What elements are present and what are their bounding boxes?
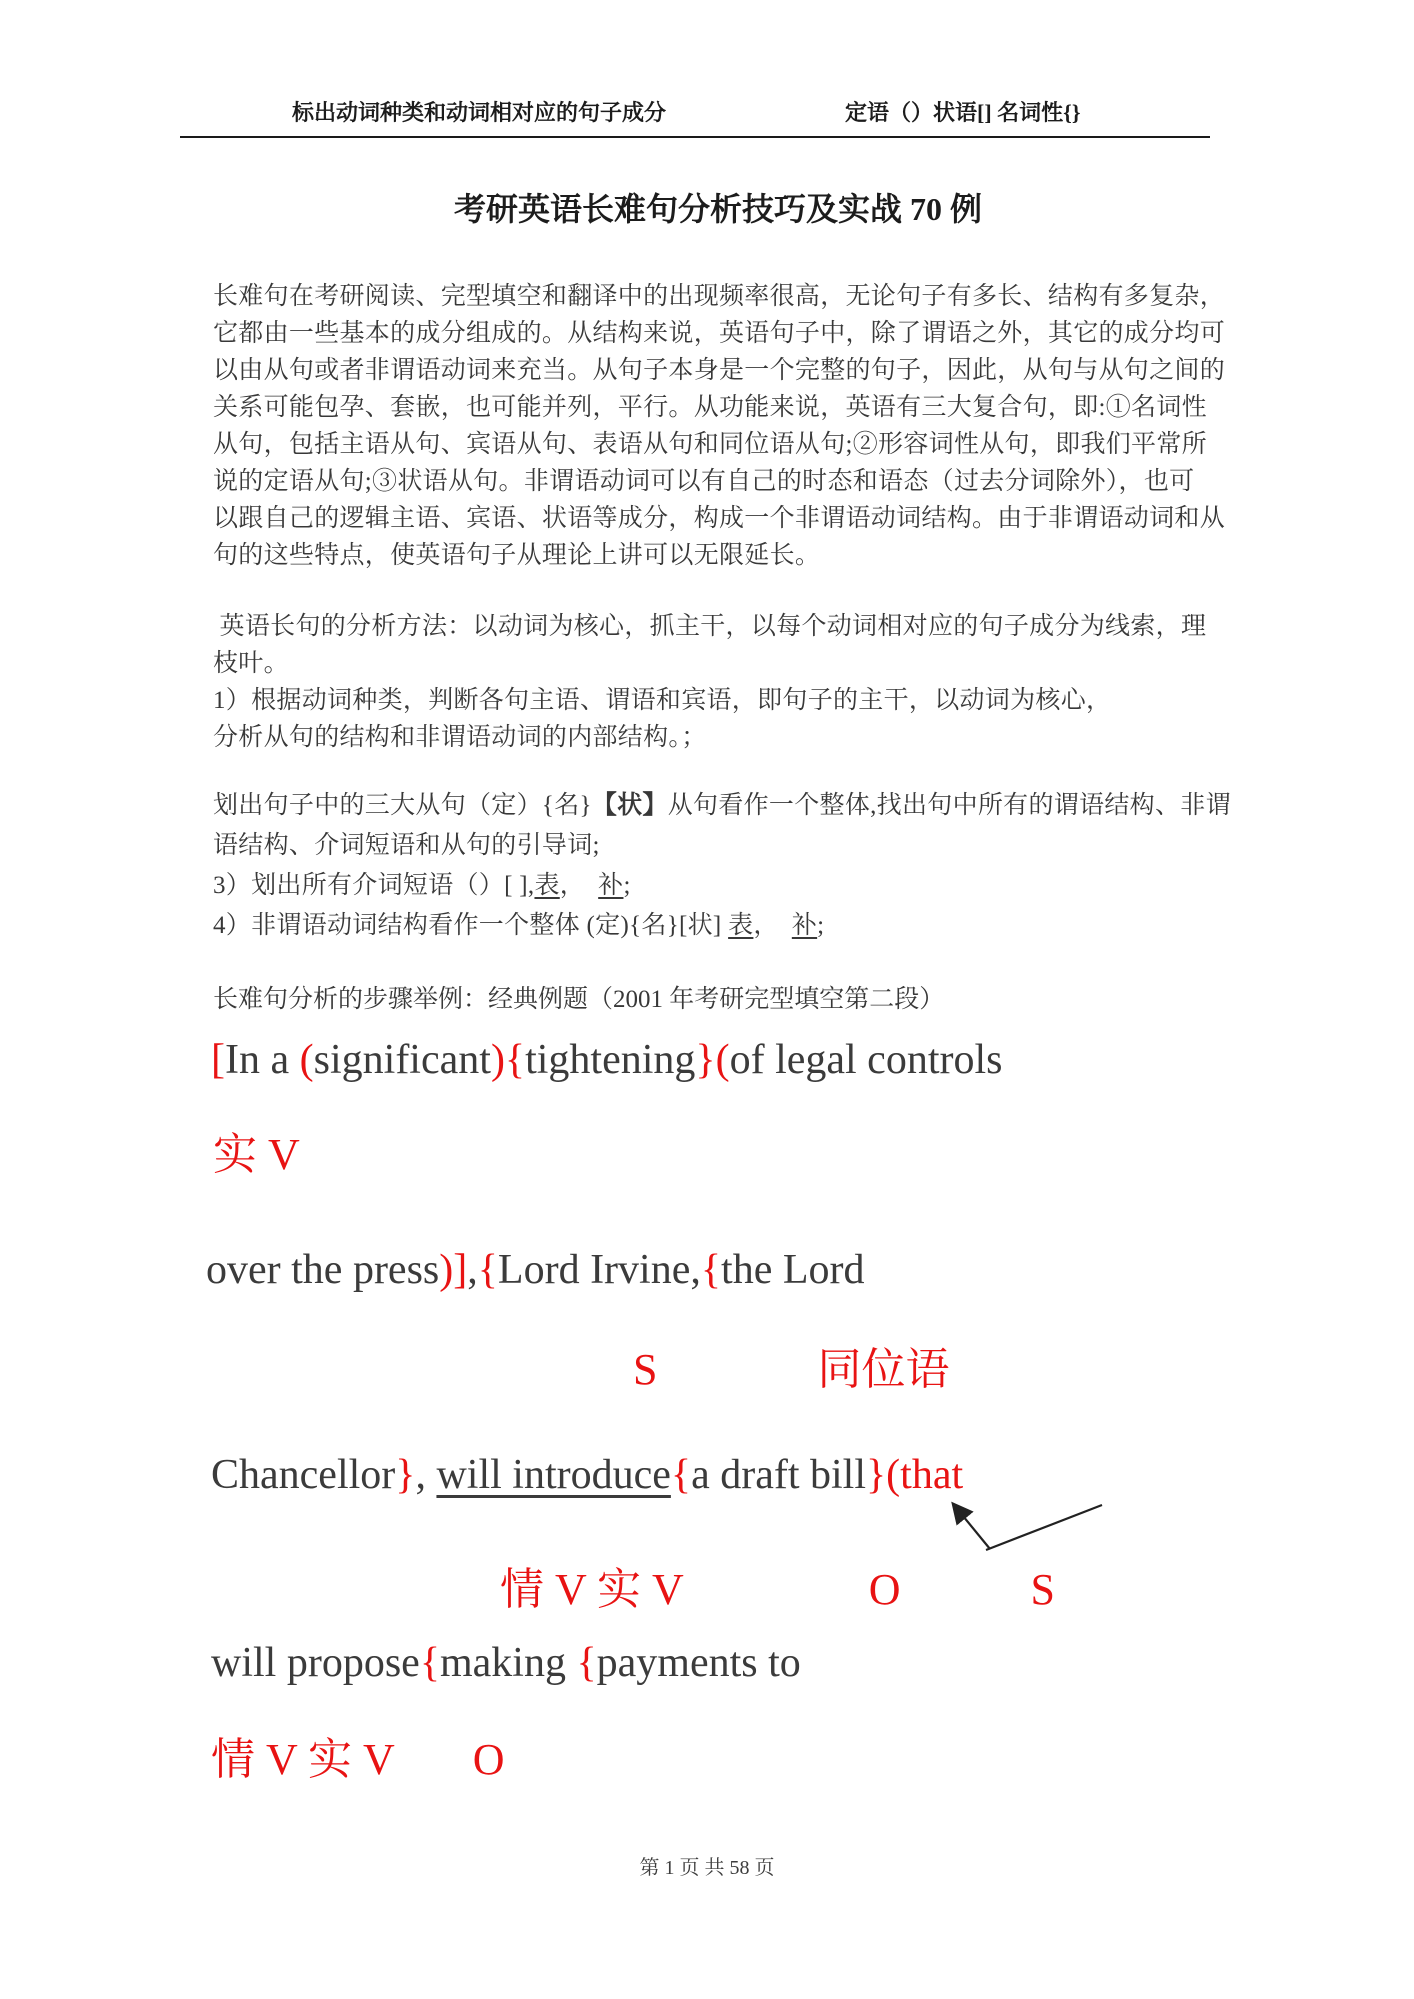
intro-line-2: 它都由一些基本的成分组成的。从结构来说，英语句子中，除了谓语之外，其它的成分均可 (213, 320, 1226, 347)
text-segment: { (477, 1247, 498, 1293)
method-line-3: 1）根据动词种类，判断各句主语、谓语和宾语，即句子的主干，以动词为核心， (213, 687, 1112, 714)
text-segment: In a (225, 1037, 300, 1083)
text-segment: }( (866, 1452, 901, 1498)
text-segment: ){ (490, 1037, 526, 1083)
steps-line-2: 语结构、介词短语和从句的引导词; (213, 832, 600, 859)
method-paragraph (213, 608, 1227, 756)
sentence-line-4 (211, 1637, 801, 1689)
text-segment: 补 (791, 912, 818, 939)
text-segment: 【状】 (591, 792, 668, 819)
header-rule (180, 136, 1210, 138)
annotation-s-label: S (1030, 1565, 1056, 1614)
method-line-2: 枝叶。 (213, 650, 289, 677)
text-segment: a draft bill (691, 1452, 866, 1498)
annotation-apposition-label: 同位语 (817, 1345, 950, 1394)
spacer (684, 1603, 869, 1604)
text-segment: 4）非谓语动词结构看作一个整体 (定){名}[状] (213, 912, 729, 939)
text-segment: over the press (206, 1247, 440, 1293)
text-segment: 补 (598, 872, 624, 899)
sentence-line-2 (206, 1244, 864, 1296)
text-segment: 表 (728, 912, 754, 939)
page-number-footer: 第 1 页 共 58 页 (639, 1857, 775, 1879)
steps-paragraph (213, 786, 1231, 946)
intro-line-3: 以由从句或者非谓语动词来充当。从句子本身是一个完整的句子，因此，从句与从句之间的 (213, 357, 1226, 384)
header-note: 标出动词种类和动词相对应的句子成分 (292, 100, 667, 125)
annotation-o-label: O (868, 1565, 901, 1614)
intro-line-1: 长难句在考研阅读、完型填空和翻译中的出现频率很高，无论句子有多长、结构有多复杂， (213, 283, 1226, 310)
method-line-4: 分析从句的结构和非谓语动词的内部结构。； (213, 724, 707, 751)
annotation-verbs-object-subject (500, 1563, 1055, 1617)
method-line-1: 英语长句的分析方法：以动词为核心，抓主干，以每个动词相对应的句子成分为线索，理 (213, 613, 1207, 640)
intro-line-6: 说的定语从句;③状语从句。非谓语动词可以有自己的时态和语态（过去分词除外），也可 (213, 468, 1195, 495)
annotation-verbs-object (211, 1733, 505, 1787)
text-segment: of legal controls (729, 1037, 1003, 1083)
text-segment: ， (559, 872, 599, 899)
spacer (657, 1383, 817, 1384)
annotation-shi-v: 实 V (213, 1130, 300, 1179)
text-segment: { (419, 1640, 440, 1686)
intro-line-5: 从句，包括主语从句、宾语从句、表语从句和同位语从句;②形容词性从句，即我们平常所 (213, 431, 1207, 458)
example-heading: 长难句分析的步骤举例：经典例题（2001 年考研完型填空第二段） (213, 986, 945, 1013)
text-segment: ， (753, 912, 792, 939)
text-segment: ; (623, 872, 631, 899)
text-segment: the Lord (721, 1247, 865, 1293)
spacer (395, 1773, 473, 1774)
sentence-line-3 (211, 1449, 963, 1501)
text-segment: making (439, 1640, 577, 1686)
text-segment: 3）划出所有介词短语（）[ ], (213, 872, 535, 899)
steps-line-4 (213, 906, 1227, 946)
annotation-subject-apposition (633, 1343, 949, 1397)
text-segment: 表 (534, 872, 560, 899)
text-segment: Chancellor (211, 1452, 396, 1498)
text-segment: Lord Irvine, (497, 1247, 701, 1293)
intro-line-4: 关系可能包孕、套嵌，也可能并列，平行。从功能来说，英语有三大复合句，即:①名词性 (213, 394, 1207, 421)
reference-arrow (935, 1490, 1115, 1560)
spacer (901, 1603, 1031, 1604)
annotation-verbs-label: 情 V 实 V (211, 1735, 395, 1784)
text-segment: ; (817, 912, 825, 939)
text-segment: [ (211, 1037, 225, 1083)
text-segment: 划出句子中的三大从句（定）{名} (213, 792, 592, 819)
text-segment: ( (299, 1037, 314, 1083)
text-segment: will introduce (436, 1452, 671, 1498)
page-title: 考研英语长难句分析技巧及实战 70 例 (453, 191, 982, 227)
text-segment: will propose (211, 1640, 420, 1686)
steps-line-3 (213, 866, 1227, 906)
sentence-line-1 (211, 1034, 1003, 1086)
text-segment: )] (439, 1247, 468, 1293)
text-segment: { (700, 1247, 722, 1293)
text-segment: 从句看作一个整体,找出句中所有的谓语结构、非谓 (667, 792, 1231, 819)
text-segment: significant (313, 1037, 491, 1083)
header-legend: 定语（）状语[] 名词性{} (845, 100, 1081, 125)
intro-paragraph (213, 278, 1227, 574)
text-segment: } (395, 1452, 416, 1498)
text-segment: { (670, 1452, 692, 1498)
text-segment: payments to (596, 1640, 801, 1686)
text-segment: tightening (525, 1037, 696, 1083)
annotation-o-label: O (472, 1735, 505, 1784)
text-segment: { (576, 1640, 597, 1686)
intro-line-8: 句的这些特点，使英语句子从理论上讲可以无限延长。 (213, 542, 821, 569)
text-segment: , (415, 1452, 437, 1498)
text-segment: }( (695, 1037, 730, 1083)
annotation-s-label: S (633, 1345, 658, 1394)
text-segment: that (900, 1452, 964, 1498)
text-segment: , (467, 1247, 478, 1293)
intro-line-7: 以跟自己的逻辑主语、宾语、状语等成分，构成一个非谓语动词结构。由于非谓语动词和从 (213, 505, 1226, 532)
annotation-verbs-label: 情 V 实 V (500, 1565, 684, 1614)
steps-line-1 (213, 786, 1231, 826)
